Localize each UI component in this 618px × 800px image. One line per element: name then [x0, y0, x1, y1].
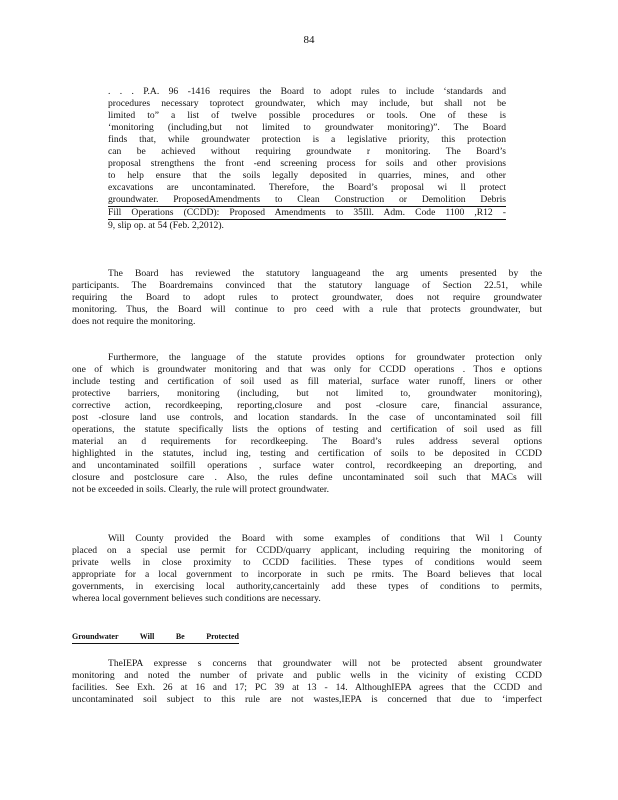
- quote-line: ‘monitoring (including,but not limited to groundwater monitoring)”. The Board: [108, 122, 506, 133]
- paragraph-line: appropriate for a local government to incorporate in such pe rmits. The Board believes that local: [72, 569, 542, 580]
- quote-line: limited to” a list of twelve possible procedures or tools. One of these is: [108, 110, 506, 121]
- paragraph-line: protective barriers, monitoring (including, but not limited to, groundwater monitoring),: [72, 388, 542, 399]
- quote-line: . . . P.A. 96 -1416 requires the Board to adopt rules to include ‘standards and: [108, 86, 506, 97]
- quote-line: to help ensure that the soils legally deposited in quarries, mines, and other: [108, 170, 506, 181]
- paragraph: [72, 268, 542, 328]
- section-heading: Groundwater Will Be Protected: [72, 631, 239, 644]
- paragraph-line: include testing and certification of soil used as fill material, surface water runoff, liners or other: [72, 376, 542, 387]
- paragraph-line: facilities. See Exh. 26 at 16 and 17; PC 39 at 13 - 14. AlthoughIEPA agrees that the CCDD and: [72, 682, 542, 693]
- paragraph-line: closure and postclosure care . Also, the rules define uncontaminated soil such that MACs will: [72, 472, 542, 483]
- paragraph-line: monitoring. Thus, the Board will continue to pro ceed with a rule that protects groundwater, but: [72, 304, 542, 315]
- paragraph-line: The Board has reviewed the statutory languageand the arg uments presented by the: [108, 268, 542, 279]
- quote-line: groundwater. ProposedAmendments to Clean Construction or Demolition Debris: [108, 194, 506, 205]
- paragraph-line: not be exceeded in soils. Clearly, the rule will protect groundwater.: [72, 484, 329, 495]
- quote-line: procedures necessary toprotect groundwater, which may include, but shall not be: [108, 98, 506, 109]
- page-number: 84: [303, 34, 315, 46]
- quote-line: Fill Operations (CCDD): Proposed Amendments to 35Ill. Adm. Code 1100 ,R12 -: [108, 207, 506, 218]
- paragraph-line: wherea local government believes such conditions are necessary.: [72, 593, 321, 604]
- quote-line: proposal strengthens the front -end screening process for soils and other provisions: [108, 158, 506, 169]
- paragraph: [72, 352, 542, 496]
- quote-line: finds that, while groundwater protection is a legislative priority, this protection: [108, 134, 506, 145]
- paragraph-line: participants. The Boardremains convinced that the statutory language of Section 22.51, while: [72, 280, 542, 291]
- paragraph: [72, 658, 542, 706]
- paragraph-line: governments, in exercising local authority,cancertainly add these types of conditions to permits,: [72, 581, 542, 592]
- paragraph-line: operations, the statute specifically lists the options of testing and certification of soil used as fill: [72, 424, 542, 435]
- paragraph-line: uncontaminated soil subject to this rule are not wastes,IEPA is concerned that due to ‘imperfect: [72, 694, 542, 705]
- paragraph-line: material an d requirements for recordkeeping. The Board’s rules address several options: [72, 436, 542, 447]
- paragraph-line: requiring the Board to adopt rules to protect groundwater, does not require groundwater: [72, 292, 542, 303]
- paragraph-line: TheIEPA expresse s concerns that groundwater will not be protected absent groundwater: [108, 658, 542, 669]
- quote-line: can be achieved without requiring groundwate r monitoring. The Board’s: [108, 146, 506, 157]
- paragraph-line: private wells in close proximity to CCDD facilities. These types of conditions would seem: [72, 557, 542, 568]
- paragraph-line: monitoring and noted the number of private and public wells in the vicinity of existing CCDD: [72, 670, 542, 681]
- paragraph-line: one of which is groundwater monitoring and that was only for CCDD operations . Thos e options: [72, 364, 542, 375]
- paragraph-line: does not require the monitoring.: [72, 316, 196, 327]
- paragraph-line: Furthermore, the language of the statute provides options for groundwater protection only: [108, 352, 542, 363]
- block-quote: [108, 86, 506, 232]
- paragraph-line: placed on a special use permit for CCDD/quarry applicant, including requiring the monitoring of: [72, 545, 542, 556]
- paragraph-line: highlighted in the statutes, includ ing, testing and certification of soils to be deposited in CCDD: [72, 448, 542, 459]
- quote-line: 9, slip op. at 54 (Feb. 2,2012).: [108, 220, 224, 231]
- paragraph-line: Will County provided the Board with some examples of conditions that Wil l County: [108, 533, 542, 544]
- paragraph-line: post -closure land use controls, and location standards. In the case of uncontaminated soil fill: [72, 412, 542, 423]
- paragraph-line: corrective action, recordkeeping, reporting,closure and post -closure care, financial assurance,: [72, 400, 542, 411]
- paragraph-line: and uncontaminated soilfill operations , surface water control, recordkeeping an dreporting, and: [72, 460, 542, 471]
- paragraph: [72, 533, 542, 605]
- quote-line: excavations are uncontaminated. Therefore, the Board’s proposal wi ll protect: [108, 182, 506, 193]
